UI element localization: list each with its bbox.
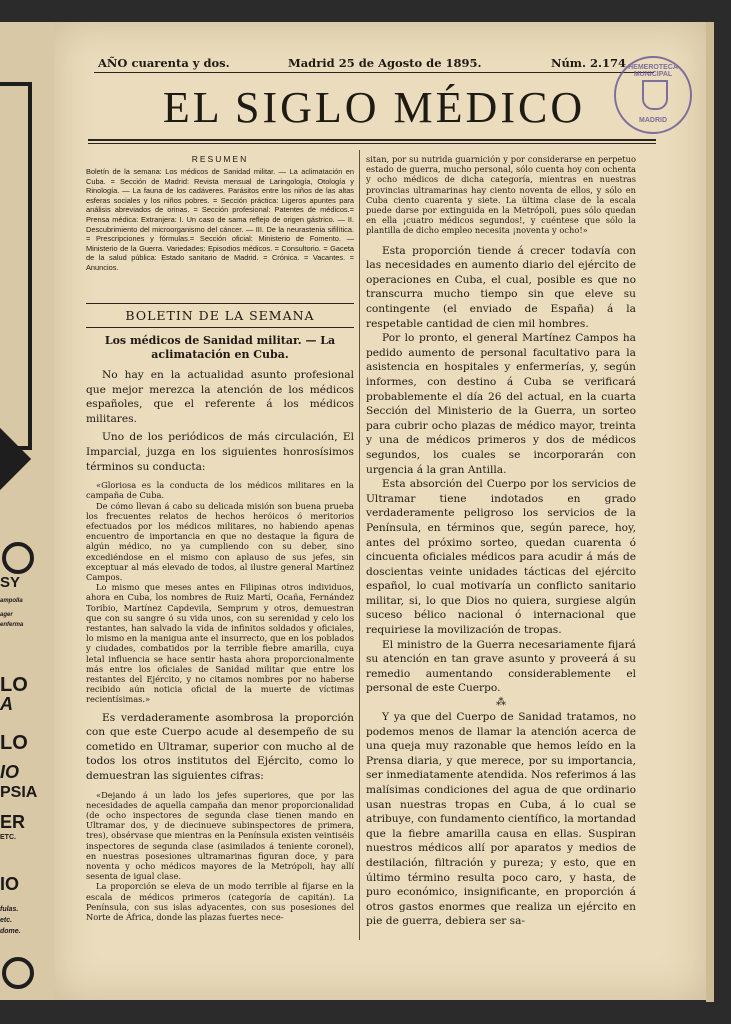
- article-paragraph: El ministro de la Guerra necesariamente fijará su atención en tan grave asunto y proveerá á su remedio aumentando considerablemente el personal de este Cuerpo.: [366, 638, 636, 695]
- article-paragraph: Uno de los periódicos de más circulación, El Imparcial, juzga en los siguientes honrosísimos términos su conducta:: [86, 431, 354, 473]
- quoted-paragraph: Lo mismo que meses antes en Filipinas otros individuos, ahora en Cuba, los nombres de Ruiz Martí, Ocaña, Fernández Toribio, Martínez Capdevila, Semprum y otros, demuestran que con su sangre ó su vida unos, con su serenidad y celo los restantes, han salvado la vida de infinitos soldados y oficiales, lo mismo en la manigua ante el insurrecto, que en los poblados y ciudades, combatidos por la terrible fiebre amarilla, cuya letal influencia se hace sentir hasta ahora proporcionalmente más entre los oficiales de Sanidad militar que entre los restantes del Ejército, y no citamos nombres por no haberse recibido aún noticia oficial de la muerte de víctimas recientísimas.»: [86, 582, 354, 705]
- summary-title: RESUMEN: [191, 154, 249, 164]
- prev-fragment: etc.: [0, 917, 13, 924]
- prev-fragment: fulas.: [0, 906, 19, 913]
- prev-page-frame: [0, 82, 32, 450]
- article-paragraph: Es verdaderamente asombrosa la proporción con que este Cuerpo acude al desempeño de su cometido en Ultramar, superior con mucho al de todos los otros institutos del Ejército, como lo demuestran las siguientes cifras:: [86, 711, 354, 782]
- prev-fragment: PSIA: [0, 784, 38, 801]
- header-rule: [94, 72, 654, 73]
- right-column: [366, 150, 636, 930]
- quoted-paragraph: sitan, por su nutrida guarnición y por considerarse en perpetuo estado de guerra, mucho personal, sólo cuenta hoy con ochenta y ocho médicos de dicha categoría, mientras en nuestras provincias ultramarinas hay ciento noventa de ellos, y sólo en Cuba ciento cuarenta y siete. La última clase de la escala puede darse por extinguida en la Metrópoli, pues sólo quedan en ella ¡cuatro médicos segundos!, y cuéntese que sólo la plantilla de dicho empleo necesita ¡noventa y ocho!»: [366, 154, 636, 236]
- issue-year: AÑO cuarenta y dos.: [98, 56, 230, 70]
- prev-page-spiral-ornament: [2, 957, 34, 989]
- masthead-title: EL SIGLO MÉDICO: [162, 83, 586, 132]
- article-paragraph: Esta proporción tiende á crecer todavía con las necesidades en aumento diario del ejército de operaciones en Cuba, el cual, posible es que no transcurra mucho tiempo sin que eleve su contingente (el enviado de España) á la respetable cantidad de cien mil hombres.: [366, 244, 636, 330]
- prev-fragment: LO: [0, 674, 28, 696]
- prev-fragment: ETC.: [0, 834, 16, 841]
- prev-fragment: enferma: [0, 622, 24, 628]
- prev-fragment: LO: [0, 732, 28, 754]
- article-paragraph: No hay en la actualidad asunto profesional que mejor merezca la atención de los médicos españoles, que el referente á los médicos militares.: [86, 369, 354, 425]
- coat-of-arms-icon: [642, 80, 668, 110]
- issue-date: Madrid 25 de Agosto de 1895.: [288, 56, 482, 70]
- article-paragraph: Esta absorción del Cuerpo por los servicios de Ultramar tiene indotados en grado verdaderamente peligroso los servicios de la Península, en términos que, según parece, hoy, antes del próximo sorteo, quedan cuarenta ó cincuenta oficiales médicos para acudir á más de doscientas veinte unidades tácticas del ejército español, lo cual motivaría un conflicto sanitario militar, si, lo que Dios no quiera, surgiese algún suceso bélico nacional ó internacional que requiriese la movilización de tropas.: [366, 478, 636, 637]
- masthead-rule: [88, 143, 656, 144]
- column-divider: [359, 150, 360, 940]
- quoted-paragraph: «Gloriosa es la conducta de los médicos militares en la campaña de Cuba.: [86, 480, 354, 501]
- prev-fragment: A: [0, 694, 13, 714]
- stamp-text-top: HEMEROTECA MUNICIPAL: [628, 64, 678, 78]
- newspaper-page: [54, 22, 706, 1000]
- library-stamp: [614, 56, 692, 134]
- article-paragraph: Y ya que del Cuerpo de Sanidad tratamos, no podemos menos de llamar la atención acerca de una queja muy razonable que hemos leído en la Prensa diaria, y que merece, por su importancia, ser inmediatamente atendida. Nos referimos á las malísimas condiciones del agua de que ordinario usan nuestras tropas en Cuba, á lo cual se atribuye, con fundamento científico, la mortandad que la fiebre amarilla causa en ellas. Suspiran nuestros médicos allí por aparatos y medios de destilación, filtración y pureza; y esto, que en último término resulta poco caro, y hasta, de puro económico, insignificante, en proporción á otros gastos enormes que realiza un ejército en pie de guerra, debiera ser sa-: [366, 711, 636, 928]
- asterism-divider: ⁂: [496, 697, 506, 709]
- left-column: [86, 150, 354, 931]
- section-heading: BOLETIN DE LA SEMANA: [125, 308, 315, 323]
- prev-fragment: ampolla: [0, 598, 23, 604]
- masthead-rule: [88, 139, 656, 141]
- prev-page-spiral-ornament: [2, 542, 34, 574]
- article-paragraph: Por lo pronto, el general Martínez Campos ha pedido aumento de personal facultativo para la asistencia en hospitales y enfermerías, y, según informes, con destino á Cuba se verificará probablemente el día 26 del actual, en la cuarta Sección del Ministerio de la Guerra, un sorteo para cubrir ocho plazas de médico mayor, treinta y una de médicos primeros y dos de médicos segundos, los cuales se incorporarán con urgencia á la gran Antilla.: [366, 332, 636, 476]
- summary-text: Boletín de la semana: Los médicos de Sanidad militar. — La aclimatación en Cuba. = Sección de Madrid: Revista mensual de Laringología, Otología y Rinología. — La fauna de los cadáveres. Parásitos entre los niños de las altas esferas sociales y los niños pobres. = Sección práctica: Ligeros apuntes para análisis abreviados de orinas. = Sección profesional: Patentes de médicos.= Prensa médica: Extranjera: I. Un caso de sama reflejo de origen gástrico. — II. Descubrimiento del microorganismo del cáncer. — III. De la neurastenia sifilítica. = Prescripciones y fórmulas.= Sección oficial: Ministerio de Fomento. — Ministerio de la Guerra. Variedades: Episodios médicos. = Consultorio. = Gaceta de la salud pública: Estado sanitario de Madrid. = Crónica. = Vacantes. = Anuncios.: [86, 167, 354, 272]
- page-edge: [706, 22, 714, 1002]
- quoted-paragraph: De cómo llevan á cabo su delicada misión son buena prueba los frecuentes relatos de hechos heróicos ó meritorios efectuados por los médicos militares, no habiendo apenas encuentro de importancia en que no destaque la figura de algún médico, no ya cumpliendo con su deber, sino excediéndose en el mismo con aplauso de sus jefes, sin exceptuar al más elevado de todos, al ilustre general Martínez Campos.: [86, 500, 354, 582]
- issue-number: Núm. 2.174: [550, 56, 626, 70]
- previous-page-edge: [0, 22, 56, 1000]
- stamp-text-bottom: MADRID: [639, 117, 667, 124]
- prev-fragment: ager: [0, 612, 13, 618]
- section-rule: [86, 327, 354, 328]
- quoted-paragraph: «Dejando á un lado los jefes superiores, que por las necesidades de aquella campaña dan menor proporcionalidad (de ocho inspectores de segunda clase tienen mando en Ultramar dos, y de diecinueve subinspectores de primera, tres), obsérvase que mientras en la Península existen veintiséis inspectores de segunda clase (asimilados á teniente coronel), en nuestras posesiones ultramarinas figuran doce, y para noventa y ocho médicos mayores de la Metrópoli, hay allí sesenta de igual clase.: [86, 789, 354, 882]
- prev-fragment: dome.: [0, 928, 21, 935]
- prev-fragment: SY: [0, 574, 21, 591]
- prev-fragment: ER: [0, 812, 26, 832]
- prev-fragment: IO: [0, 874, 20, 894]
- prev-fragment: IO: [0, 762, 20, 782]
- article-subheading: Los médicos de Sanidad militar. — La aclimatación en Cuba.: [104, 334, 336, 361]
- section-rule: [86, 303, 354, 304]
- quoted-paragraph: La proporción se eleva de un modo terrible al fijarse en la escala de médicos primeros (categoría de capitán). La Península, con sus islas adyacentes, con sus posesiones del Norte de África, donde las plazas fuertes nece-: [86, 881, 354, 923]
